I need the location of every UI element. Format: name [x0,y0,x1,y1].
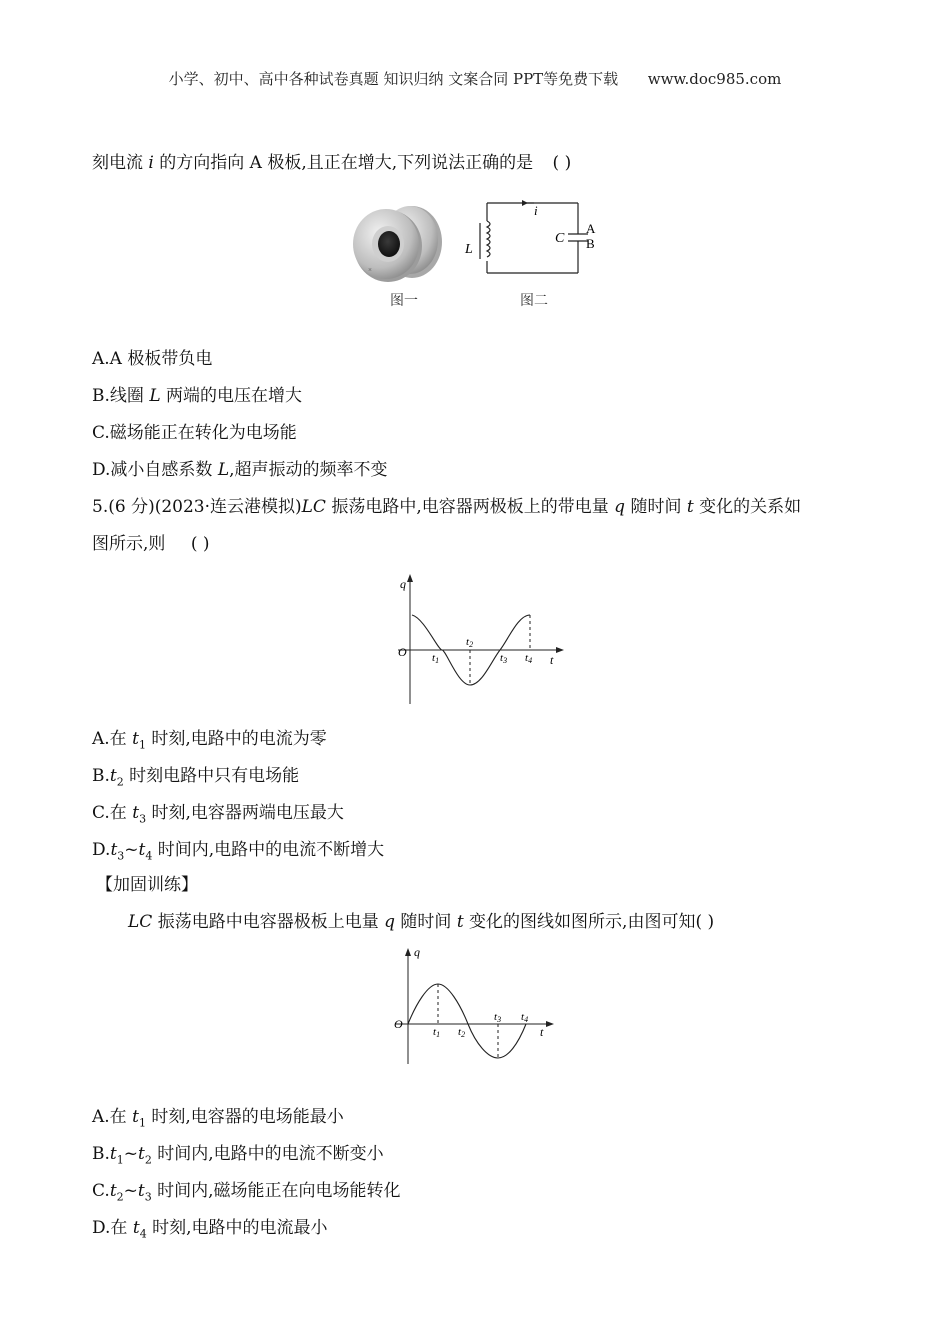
reinforce-option-a[interactable]: A.在 $t_1$ 时刻,电容器的电场能最小 [92,1107,344,1130]
page-header [0,68,950,89]
q5-option-b[interactable]: $B.t_2$ 时刻电路中只有电场能 [92,766,300,789]
tick-t1: t1 [432,652,440,665]
tick-t2: t2 [458,1026,466,1039]
tick-t3: t3 [494,1011,502,1024]
header-text: 小学、初中、高中各种试卷真题 知识归纳 文案合同 PPT等免费下载 [168,70,619,88]
q5-option-c[interactable]: C.在 $t_3$ 时刻,电容器两端电压最大 [92,803,344,826]
header-url[interactable]: www.doc985.com [647,70,782,88]
tick-t4: t4 [521,1011,529,1024]
q5-stem-line2: 图所示,则 ( ) [92,534,210,554]
reinforce-title: 【加固训练】 [96,875,198,895]
answer-bracket: ( ) [190,534,210,554]
tick-t1: t1 [433,1026,441,1039]
tick-t2: t2 [466,636,474,649]
reinforce-option-c[interactable]: $C.t_2\sim t_3$ 时间内,磁场能正在向电场能转化 [92,1181,401,1204]
current-label: i [534,203,538,218]
reinforce-option-b[interactable]: $B.t_1\sim t_2$ 时间内,电路中的电流不断变小 [92,1144,384,1167]
capacitor-label: C [555,231,565,246]
transducer-figure [348,198,444,286]
origin-label: O [398,645,407,659]
reinforce-stem: LC 振荡电路中电容器极板上电量 q 随时间 t 变化的图线如图所示,由图可知( ) [128,912,715,932]
lc-circuit-diagram [462,195,602,280]
q4-option-c[interactable]: C.磁场能正在转化为电场能 [92,423,297,443]
reinforce-charge-graph [390,944,560,1068]
q4-stem: 刻电流 i 的方向指向 A 极板,且正在增大,下列说法正确的是 ( ) [92,153,572,173]
q5-option-a[interactable]: A.在 $t_1$ 时刻,电路中的电流为零 [92,729,327,752]
q4-option-b[interactable]: B.线圈 L 两端的电压在增大 [92,386,303,406]
q5-charge-graph [392,570,572,710]
q4-option-d[interactable]: D.减小自感系数 L,超声振动的频率不变 [92,460,388,480]
x-label: t [540,1025,544,1039]
figure2-caption: 图二 [520,293,548,309]
reinforce-option-d[interactable]: D.在 $t_4$ 时刻,电路中的电流最小 [92,1218,328,1241]
charge-curve [408,984,529,1058]
y-label: q [414,945,420,959]
q5-stem-line1: 5.(6 分)(2023·连云港模拟)LC 振荡电路中,电容器两极板上的带电量 q 随时间 t 变化的关系如 [92,497,802,517]
y-label: q [400,577,406,591]
plate-a-label: A [586,221,596,236]
q4-option-a[interactable]: A.A 极板带负电 [92,349,213,369]
figure1-caption: 图一 [390,293,418,309]
tick-t3: t3 [500,652,508,665]
tick-t4: t4 [525,652,533,665]
inductor-label: L [465,242,473,257]
answer-bracket: ( ) [552,153,572,173]
plate-b-label: B [586,236,595,251]
x-label: t [550,653,554,667]
q5-option-d[interactable]: $D.t_3\sim t_4$ 时间内,电路中的电流不断增大 [92,840,385,863]
svg-text:×: × [368,266,372,274]
origin-label: O [394,1017,403,1031]
